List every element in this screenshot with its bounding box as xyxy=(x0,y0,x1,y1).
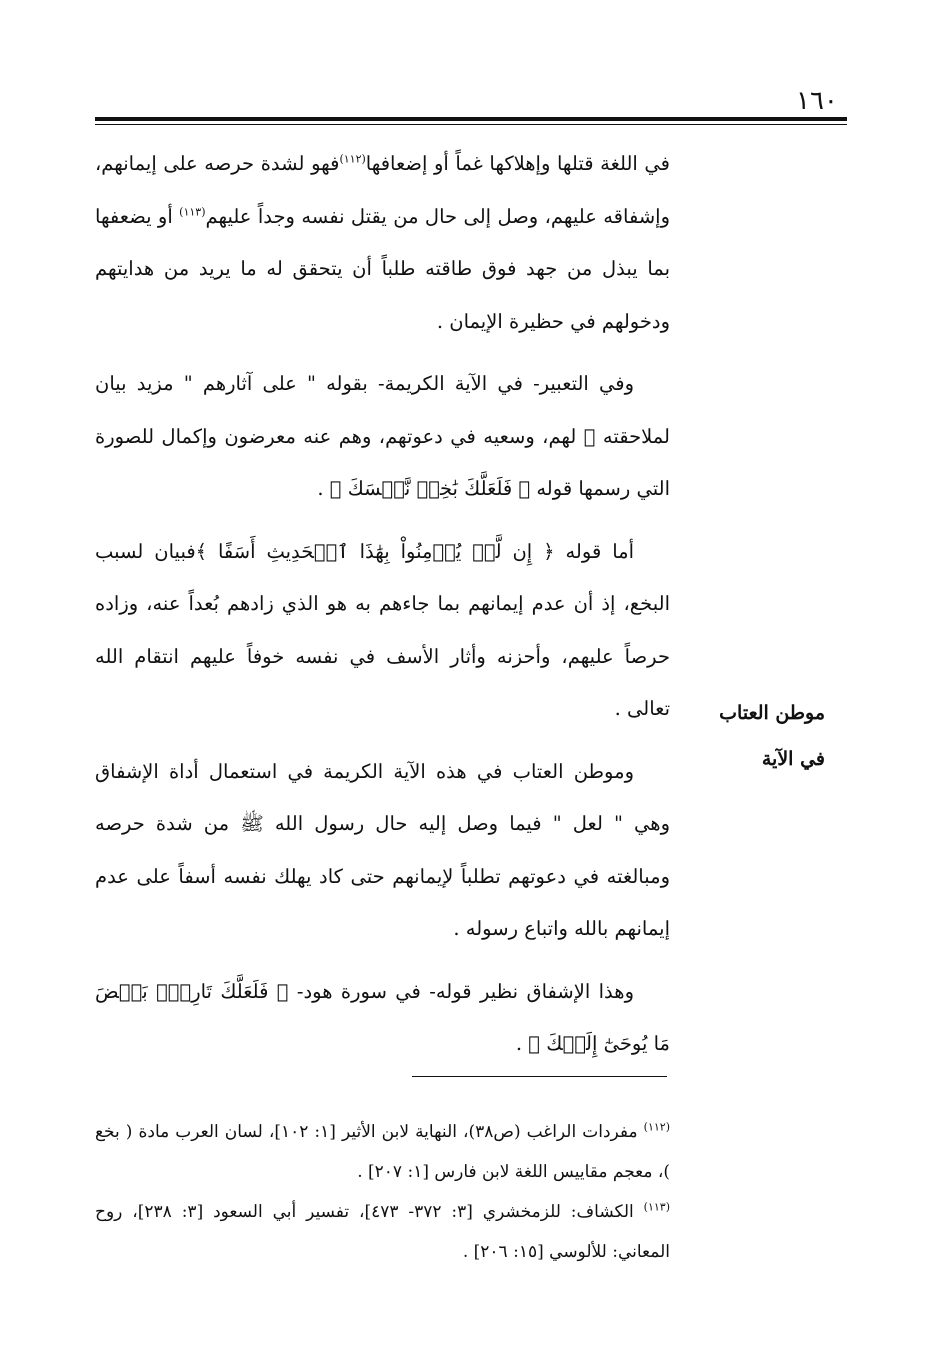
paragraph-2: وفي التعبير- في الآية الكريمة- بقوله " على آثارهم " مزيد بيان لملاحقته ﷺ لهم، وسعيه في دعوتهم، وهم عنه معرضون وإكمال للصورة التي رسمها قوله ﴿ فَلَعَلَّكَ بَٰخِعٞ نَّفۡسَكَ ﴾ . xyxy=(95,372,670,500)
footnote-divider xyxy=(412,1076,667,1077)
footnotes xyxy=(95,1112,670,1272)
paragraph-1 xyxy=(95,138,670,348)
footnote-number-113: (١١٣) xyxy=(643,1200,670,1214)
page-number: ١٦٠ xyxy=(796,86,838,116)
footnote-112 xyxy=(95,1112,670,1192)
margin-heading-line-1: موطن العتاب xyxy=(719,702,825,724)
footnote-number-112: (١١٢) xyxy=(643,1120,670,1134)
paragraph-1-part-2: فهو لشدة حرصه على إيمانهم، وإشفاقه عليهم، وصل إلى حال من يقتل نفسه وجداً عليهم xyxy=(95,152,670,228)
paragraph-3: أما قوله ﴿ إِن لَّمۡ يُؤۡمِنُواْ بِهَٰذَا ٱلۡحَدِيثِ أَسَفًا ﴾فبيان لسبب البخع، إذ أن عدم إيمانهم بما جاءهم به هو الذي زادهم بُعداً عنه، وزاده حرصاً عليهم، وأحزنه وأثار الأسف في نفسه خوفاً عليهم انتقام الله تعالى . xyxy=(95,539,670,720)
margin-heading xyxy=(700,690,825,782)
footnote-text-113: الكشاف: للزمخشري [٣: ٣٧٢- ٤٧٣]، تفسير أبي السعود [٣: ٢٣٨]، روح المعاني: للألوسي [١٥: ٢٠٦] . xyxy=(95,1202,670,1262)
body-text xyxy=(95,138,670,1081)
footnote-text-112: مفردات الراغب (ص٣٨)، النهاية لابن الأثير [١: ١٠٢]، لسان العرب مادة ( بخع )، معجم مقاييس اللغة لابن فارس [١: ٢٠٧] . xyxy=(95,1122,670,1182)
footnote-113 xyxy=(95,1192,670,1272)
paragraph-4: وموطن العتاب في هذه الآية الكريمة في استعمال أداة الإشفاق وهي " لعل " فيما وصل إليه حال رسول الله ﷺ من شدة حرصه ومبالغته في دعوتهم تطلباً لإيمانهم حتى كاد يهلك نفسه أسفاً على عدم إيمانهم بالله واتباع رسوله . xyxy=(95,759,670,940)
paragraph-1-part-1: في اللغة قتلها وإهلاكها غماً أو إضعافها xyxy=(365,152,670,175)
footnote-ref-112[interactable]: (١١٢) xyxy=(339,152,366,166)
header-rule-thick xyxy=(95,117,847,121)
paragraph-5: وهذا الإشفاق نظير قوله- في سورة هود- ﴿ فَلَعَلَّكَ تَارِكُۢ بَعۡضَ مَا يُوحَىٰٓ إِلَيۡكَ ﴾ . xyxy=(95,979,670,1055)
paragraph-1-part-3: أو يضعفها بما يبذل من جهد فوق طاقته طلباً أن يتحقق له ما يريد من هدايتهم ودخولهم في حظيرة الإيمان . xyxy=(95,204,670,333)
header-rule-thin xyxy=(95,124,847,125)
margin-heading-line-2: في الآية xyxy=(761,748,825,770)
footnote-ref-113[interactable]: (١١٣) xyxy=(179,205,206,218)
